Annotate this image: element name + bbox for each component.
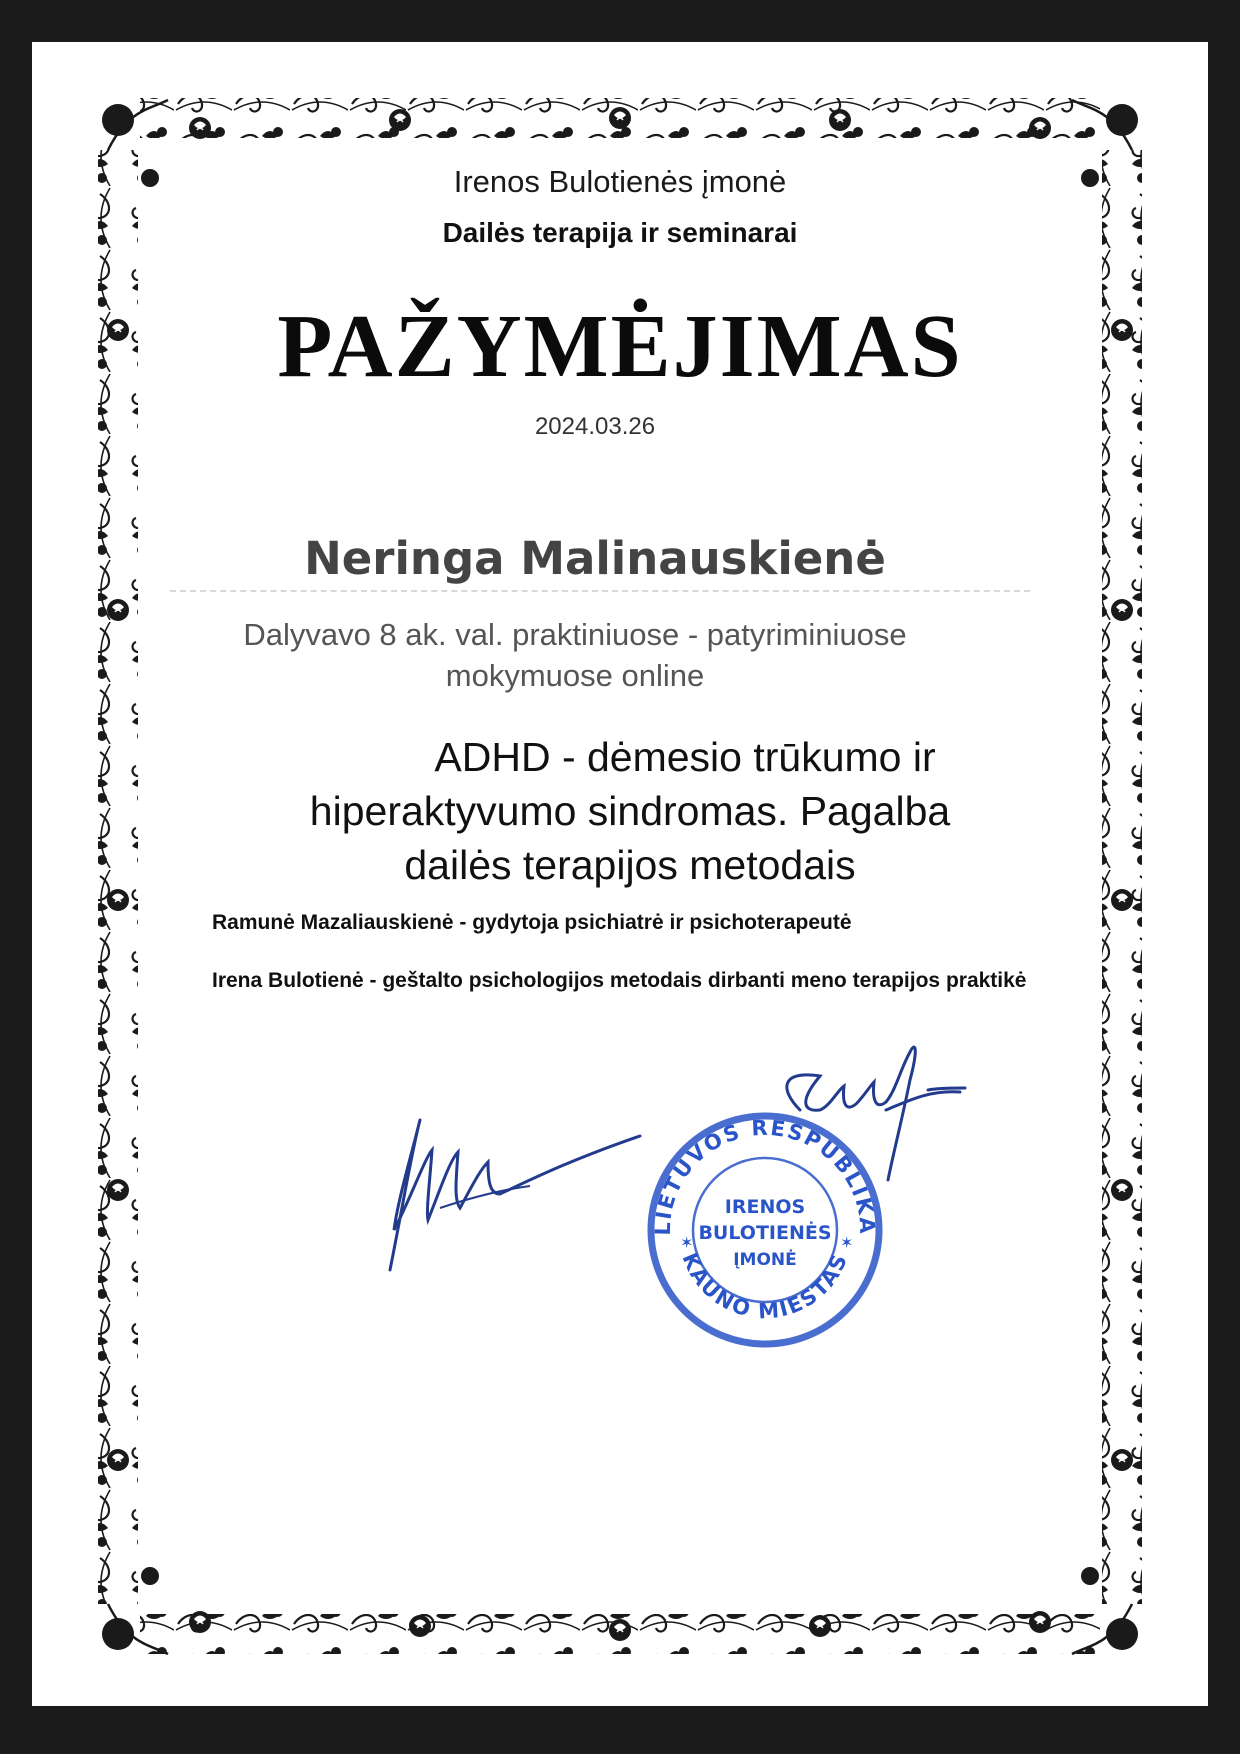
course-title-line-2: hiperaktyvumo sindromas. Pagalba (309, 788, 951, 834)
lecturer-2: Irena Bulotienė - geštalto psichologijos metodais dirbanti meno terapijos praktikė (212, 969, 1027, 992)
stamp-bottom-text: KAUNO MIESTAS (677, 1249, 853, 1324)
description-line-2: mokymuose online (445, 658, 705, 693)
issue-date: 2024.03.26 (534, 413, 656, 440)
signature-1 (380, 1090, 650, 1280)
stamp-center-1: IRENOS (724, 1196, 806, 1218)
stamp-center-2: BULOTIENĖS (698, 1222, 832, 1244)
course-title-line-3: dailės terapijos metodais (404, 842, 856, 888)
stamp-center-3: ĮMONĖ (733, 1250, 797, 1270)
certificate-title: PAŽYMĖJIMAS (277, 297, 963, 396)
course-title (0, 730, 1240, 892)
company-subtitle: Dailės terapija ir seminarai (442, 217, 798, 248)
course-title-line-1: ADHD - dėmesio trūkumo ir (434, 734, 936, 780)
recipient-name: Neringa Malinauskienė (304, 532, 886, 585)
description-line-1: Dalyvavo 8 ak. val. praktiniuose - patyriminiuose (243, 617, 907, 652)
company-name: Irenos Bulotienės įmonė (453, 164, 787, 199)
stamp-top-text: LIETUVOS RESPUBLIKA (650, 1115, 880, 1236)
participation-description (0, 614, 1195, 696)
stamp-star-left: ✶ (680, 1233, 694, 1252)
stamp-star-right: ✶ (840, 1233, 854, 1252)
name-underline (170, 590, 1030, 592)
signature-2 (760, 1030, 990, 1190)
lecturer-1: Ramunė Mazaliauskienė - gydytoja psichiatrė ir psichoterapeutė (212, 911, 852, 934)
